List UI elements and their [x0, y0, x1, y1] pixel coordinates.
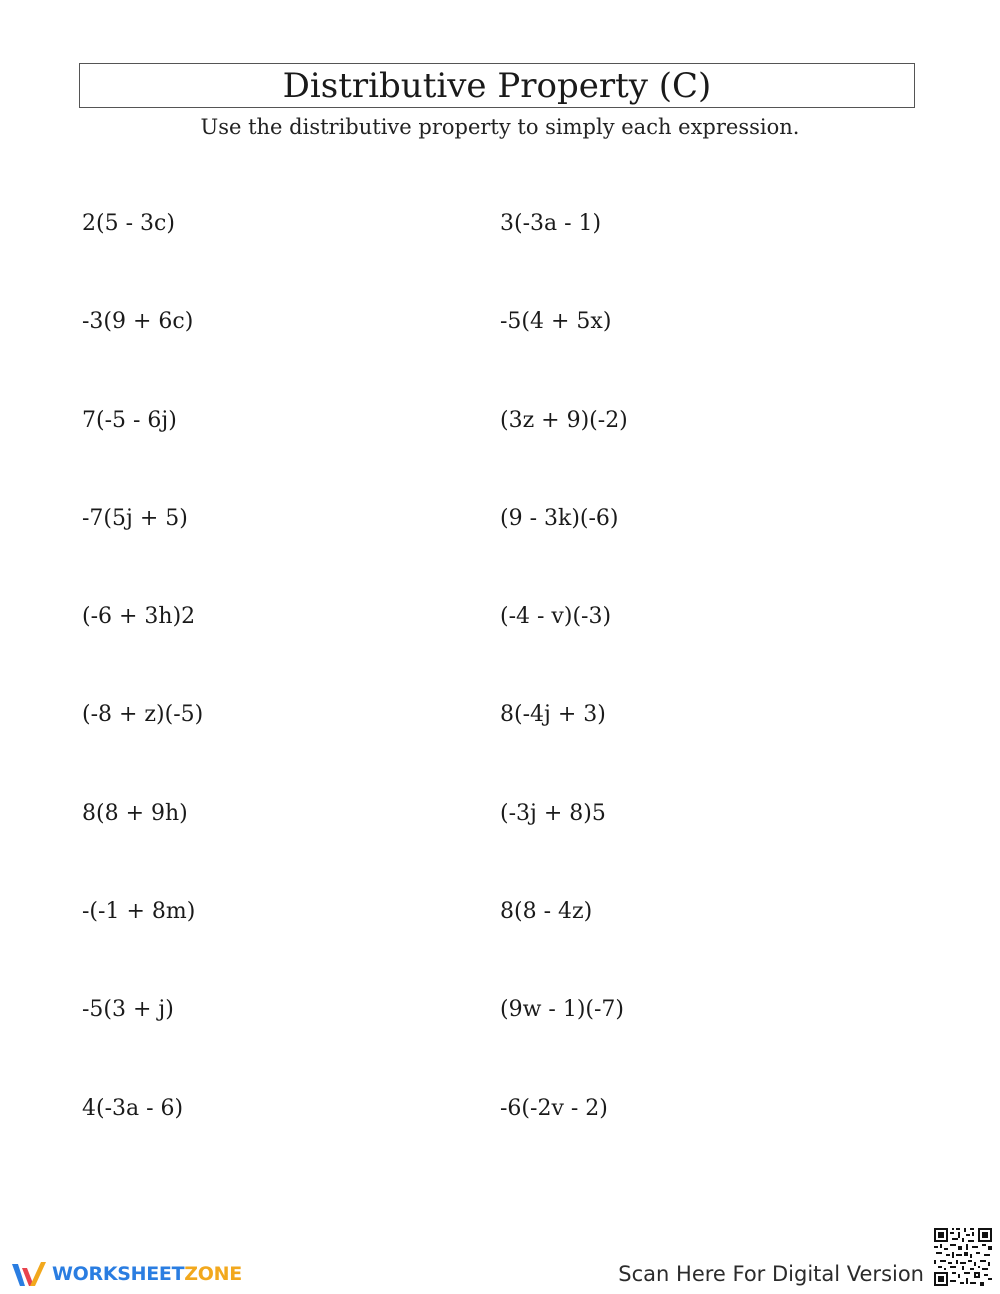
problem-item: -3(9 + 6c) [82, 309, 194, 334]
problem-item: 4(-3a - 6) [82, 1096, 184, 1121]
problem-item: (-4 - v)(-3) [500, 604, 612, 629]
problem-item: -(-1 + 8m) [82, 899, 196, 924]
scan-instruction: Scan Here For Digital Version [618, 1262, 924, 1286]
problem-item: (9 - 3k)(-6) [500, 506, 619, 531]
worksheet-zone-logo-icon [10, 1258, 50, 1290]
instructions: Use the distributive property to simply each expression. [200, 115, 800, 139]
problem-item: 8(8 - 4z) [500, 899, 593, 924]
problem-item: -5(4 + 5x) [500, 309, 612, 334]
problem-item: -6(-2v - 2) [500, 1096, 608, 1121]
problem-item: 8(-4j + 3) [500, 702, 606, 727]
problem-item: (-6 + 3h)2 [82, 604, 196, 629]
problem-item: (3z + 9)(-2) [500, 408, 628, 433]
page-title: Distributive Property (C) [282, 65, 712, 106]
worksheet-zone-logo[interactable] [10, 1258, 242, 1290]
problem-item: 3(-3a - 1) [500, 211, 602, 236]
problem-item: (-3j + 8)5 [500, 801, 606, 826]
qr-code-icon[interactable] [934, 1228, 992, 1286]
logo-text-worksheet: WORKSHEET [52, 1263, 185, 1285]
problem-item: -5(3 + j) [82, 997, 174, 1022]
problem-item: (9w - 1)(-7) [500, 997, 625, 1022]
problem-item: 8(8 + 9h) [82, 801, 188, 826]
logo-text-zone: ZONE [184, 1263, 242, 1285]
problem-item: -7(5j + 5) [82, 506, 188, 531]
problem-item: 2(5 - 3c) [82, 211, 175, 236]
problem-item: 7(-5 - 6j) [82, 408, 177, 433]
problem-item: (-8 + z)(-5) [82, 702, 204, 727]
